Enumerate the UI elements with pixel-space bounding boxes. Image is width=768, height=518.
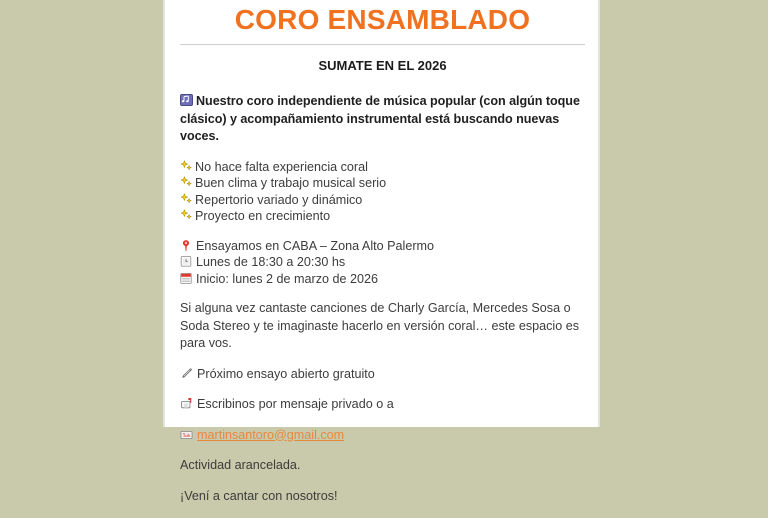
- list-item-label: Proyecto en crecimiento: [195, 209, 331, 223]
- pencil-icon: [180, 367, 193, 380]
- sparkles-icon: [180, 176, 192, 188]
- details-list: [180, 238, 585, 288]
- musical-notes-icon: [180, 94, 193, 106]
- benefits-list: [180, 159, 585, 225]
- list-item-label: Ensayamos en CABA – Zona Alto Palermo: [196, 238, 435, 253]
- contact-line-text: Escribinos por mensaje privado o a: [197, 397, 394, 411]
- open-rehearsal-text: Próximo ensayo abierto gratuito: [197, 366, 375, 381]
- document-sheet: [163, 0, 600, 503]
- list-item-label: Lunes de 18:30 a 20:30 hs: [196, 255, 346, 269]
- list-item: [180, 208, 585, 225]
- document-content: [180, 0, 585, 518]
- list-item: [180, 192, 585, 209]
- list-item: [180, 159, 585, 176]
- email-line: [180, 427, 585, 445]
- list-item-label: No hace falta experiencia coral: [195, 159, 368, 174]
- page-title: CORO ENSAMBLADO: [234, 4, 531, 35]
- location-pin-icon: [180, 239, 192, 252]
- lead-paragraph-text: Nuestro coro independiente de música popular (con algún toque clásico) y acompañamiento instrumental está buscando nuevas voces.: [180, 94, 580, 143]
- email-link[interactable]: martinsantoro@gmail.com: [197, 427, 345, 442]
- list-item-label: Inicio: lunes 2 de marzo de 2026: [196, 271, 379, 286]
- list-item: [180, 271, 585, 288]
- list-item-label: Buen clima y trabajo musical serio: [195, 176, 387, 190]
- mailbox-icon: [180, 397, 193, 410]
- fee-note: Actividad arancelada.: [180, 458, 301, 472]
- closing-line: ¡Vení a cantar con nosotros!: [180, 488, 338, 503]
- list-item: [180, 238, 585, 255]
- calendar-icon: [180, 272, 192, 285]
- sparkles-icon: [180, 160, 192, 172]
- sparkles-icon: [180, 193, 192, 205]
- envelope-icon: [180, 428, 193, 441]
- page-subtitle: SUMATE EN EL 2026: [318, 58, 447, 73]
- lead-paragraph: [180, 93, 585, 146]
- body-content: [180, 74, 585, 505]
- list-item-label: Repertorio variado y dinámico: [195, 192, 363, 207]
- contact-line: [180, 396, 585, 414]
- repertoire-paragraph: Si alguna vez cantaste canciones de Charly García, Mercedes Sosa o Soda Stereo y te imaginaste hacerlo en versión coral… este espacio es para vos.: [180, 301, 580, 350]
- list-item: [180, 175, 585, 192]
- sparkles-icon: [180, 209, 192, 221]
- open-rehearsal-line: [180, 366, 585, 384]
- list-item: [180, 254, 585, 271]
- clock-icon: [180, 255, 192, 268]
